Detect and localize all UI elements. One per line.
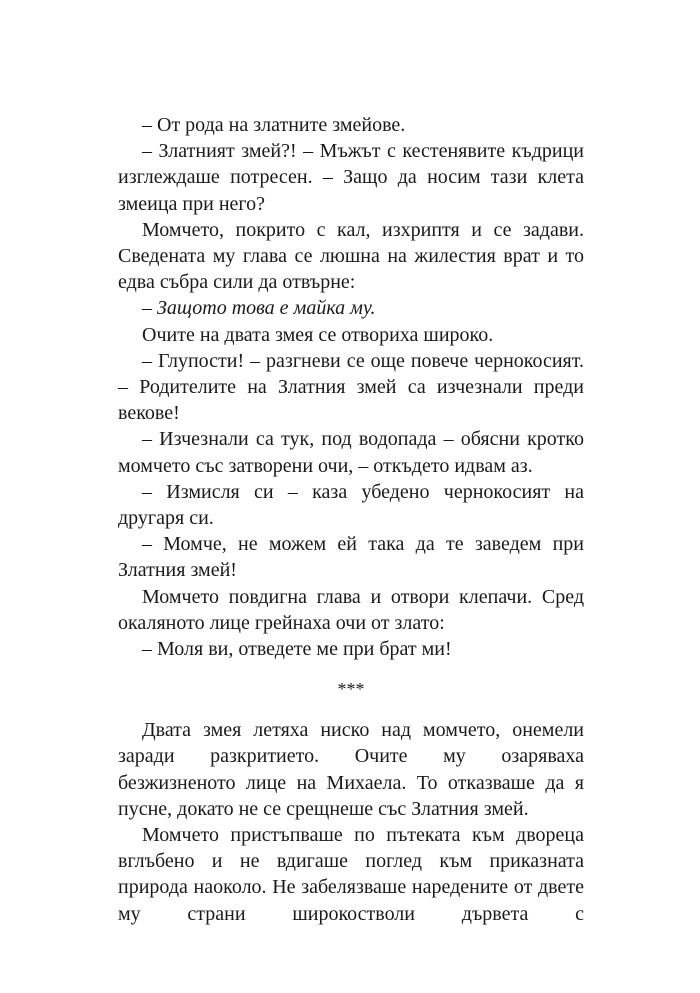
paragraph-italic: – Защото това е майка му. [142, 297, 376, 320]
paragraph: Момчето пристъпваше по пътеката към двореца вглъбено и не вдигаше поглед към приказната природа наоколо. Не забелязваше наредените от двете му страни широкостволи дървета с [118, 824, 584, 925]
paragraph: – Изчезнали са тук, под водопада – обясни кротко момчето със затворени очи, – откъдето идвам аз. [118, 428, 584, 477]
paragraph: Момчето повдигна глава и отвори клепачи. Сред окаляното лице грейнаха очи от злато: [118, 585, 584, 634]
paragraph: Момчето, покрито с кал, изхриптя и се задави. Сведената му глава се люшна на жилестия врат и то едва събра сили да отвърне: [118, 218, 584, 294]
book-page [118, 112, 584, 927]
paragraph: – Моля ви, отведете ме при брат ми! [142, 638, 452, 661]
paragraph: – Момче, не можем ей така да те заведем при Златния змей! [118, 533, 584, 582]
paragraph: – Измисля си – каза убедено чернокосият на другаря си. [118, 480, 584, 530]
paragraph: – Златният змей?! – Мъжът с кестенявите къдрици изглеждаше потресен. – Защо да носим тази клета змеица при него? [118, 140, 584, 215]
paragraph: Очите на двата змея се отвориха широко. [142, 323, 494, 346]
section-divider: *** [337, 679, 365, 700]
paragraph: – Глупости! – разгневи се още повече чернокосият. – Родителите на Златния змей са изчезнали преди векове! [118, 349, 584, 425]
paragraph: Двата змея летяха ниско над момчето, онемели заради разкритието. Очите му озаряваха безжизненото лице на Михаела. То отказваше да я пусне, докато не се срещнеше със Златния змей. [118, 719, 584, 820]
paragraph: – От рода на златните змейове. [142, 114, 406, 136]
